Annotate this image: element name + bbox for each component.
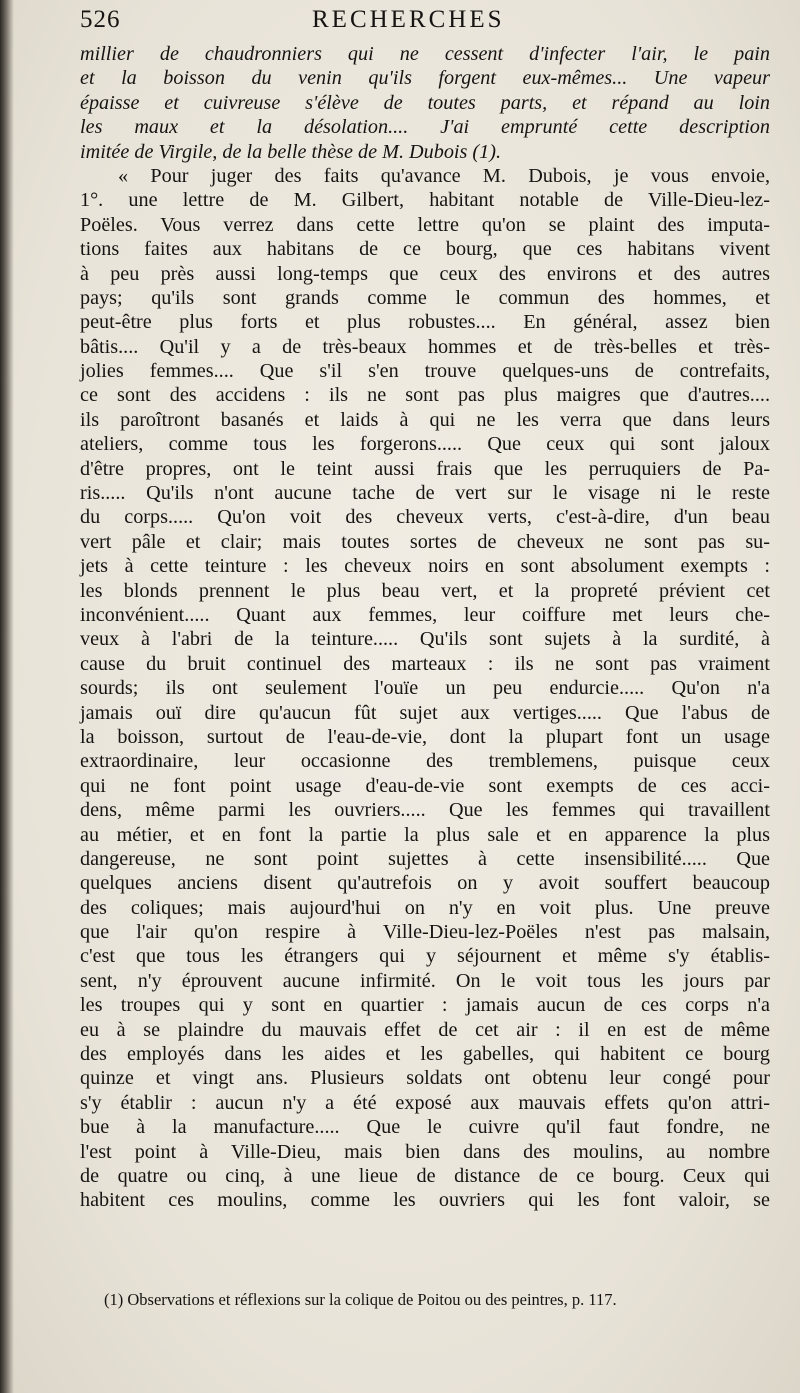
- text-line: à peu près aussi long-temps que ceux des environs et des autres: [80, 262, 770, 285]
- text-line: qui ne font point usage d'eau-de-vie sont exempts de ces acci-: [80, 774, 770, 797]
- text-line: les troupes qui y sont en quartier : jamais aucun de ces corps n'a: [80, 994, 770, 1017]
- text-line: habitent ces moulins, comme les ouvriers qui les font valoir, se: [80, 1189, 770, 1212]
- text-line: veux à l'abri de la teinture..... Qu'ils sont sujets à la surdité, à: [80, 628, 770, 651]
- text-line: ris..... Qu'ils n'ont aucune tache de vert sur le visage ni le reste: [80, 482, 770, 505]
- running-head: RECHERCHES: [312, 6, 505, 33]
- body-text: [80, 42, 770, 1213]
- text-line: « Pour juger des faits qu'avance M. Dubois, je vous envoie,: [118, 164, 770, 187]
- text-line: quelques anciens disent qu'autrefois on y avoit souffert beaucoup: [80, 872, 770, 895]
- text-line: des coliques; mais aujourd'hui on n'y en voit plus. Une preuve: [80, 896, 770, 919]
- text-line: des employés dans les aides et les gabelles, qui habitent ce bourg: [80, 1043, 770, 1066]
- text-line: extraordinaire, leur occasionne des tremblemens, puisque ceux: [80, 750, 770, 773]
- text-line: que l'air qu'on respire à Ville-Dieu-lez-Poëles n'est pas malsain,: [80, 921, 770, 944]
- text-line: inconvénient..... Quant aux femmes, leur coiffure met leurs che-: [80, 603, 770, 626]
- text-line: les maux et la désolation.... J'ai emprunté cette description: [80, 116, 770, 139]
- text-line: dangereuse, ne sont point sujettes à cette insensibilité..... Que: [80, 847, 770, 870]
- text-line: du corps..... Qu'on voit des cheveux verts, c'est-à-dire, d'un beau: [80, 506, 770, 529]
- text-line: bâtis.... Qu'il y a de très-beaux hommes et de très-belles et très-: [80, 335, 770, 358]
- text-line: ils paroîtront basanés et laids à qui ne les verra que dans leurs: [80, 408, 770, 431]
- text-line: ce sont des accidens : ils ne sont pas plus maigres que d'autres....: [80, 384, 770, 407]
- text-line: et la boisson du venin qu'ils forgent eux-mêmes... Une vapeur: [80, 67, 770, 90]
- text-line: sourds; ils ont seulement l'ouïe un peu endurcie..... Qu'on n'a: [80, 677, 770, 700]
- text-line: dens, même parmi les ouvriers..... Que les femmes qui travaillent: [80, 799, 770, 822]
- text-line: jamais ouï dire qu'aucun fût sujet aux vertiges..... Que l'abus de: [80, 701, 770, 724]
- text-line: jets à cette teinture : les cheveux noirs en sont absolument exempts :: [80, 555, 770, 578]
- text-line: eu à se plaindre du mauvais effet de cet air : il en est de même: [80, 1018, 770, 1041]
- text-line: quinze et vingt ans. Plusieurs soldats ont obtenu leur congé pour: [80, 1067, 770, 1090]
- text-line: c'est que tous les étrangers qui y séjournent et même s'y établis-: [80, 945, 770, 968]
- page-number: 526: [80, 6, 121, 33]
- text-line: bue à la manufacture..... Que le cuivre qu'il faut fondre, ne: [80, 1116, 770, 1139]
- text-line: sent, n'y éprouvent aucune infirmité. On le voit tous les jours par: [80, 969, 770, 992]
- text-line: Poëles. Vous verrez dans cette lettre qu'on se plaint des imputa-: [80, 213, 770, 236]
- text-line: tions faites aux habitans de ce bourg, que ces habitans vivent: [80, 238, 770, 261]
- page-edge-shadow: [0, 0, 14, 1393]
- text-line: peut-être plus forts et plus robustes.... En général, assez bien: [80, 311, 770, 334]
- text-line: les blonds prennent le plus beau vert, et la propreté prévient cet: [80, 579, 770, 602]
- text-line: jolies femmes.... Que s'il s'en trouve quelques-uns de contrefaits,: [80, 360, 770, 383]
- text-line: 1°. une lettre de M. Gilbert, habitant notable de Ville-Dieu-lez-: [80, 189, 770, 212]
- text-line: la boisson, surtout de l'eau-de-vie, dont la plupart font un usage: [80, 725, 770, 748]
- text-line: l'est point à Ville-Dieu, mais bien dans des moulins, au nombre: [80, 1140, 770, 1163]
- text-line: de quatre ou cinq, à une lieue de distance de ce bourg. Ceux qui: [80, 1164, 770, 1187]
- text-line: ateliers, comme tous les forgerons..... Que ceux qui sont jaloux: [80, 433, 770, 456]
- text-line: vert pâle et clair; mais toutes sortes de cheveux ne sont pas su-: [80, 530, 770, 553]
- text-line: millier de chaudronniers qui ne cessent d'infecter l'air, le pain: [80, 43, 770, 65]
- footnote: (1) Observations et réflexions sur la colique de Poitou ou des peintres, p. 117.: [104, 1290, 617, 1309]
- text-line: cause du bruit continuel des marteaux : ils ne sont pas vraiment: [80, 652, 770, 675]
- text-line: s'y établir : aucun n'y a été exposé aux mauvais effets qu'on attri-: [80, 1091, 770, 1114]
- text-line: d'être propres, ont le teint aussi frais que les perruquiers de Pa-: [80, 457, 770, 480]
- text-line: au métier, et en font la partie la plus sale et en apparence la plus: [80, 823, 770, 846]
- page-header: [80, 6, 770, 40]
- text-line: pays; qu'ils sont grands comme le commun des hommes, et: [80, 286, 770, 309]
- text-line: épaisse et cuivreuse s'élève de toutes parts, et répand au loin: [80, 91, 770, 114]
- text-line: imitée de Virgile, de la belle thèse de M. Dubois (1).: [80, 140, 502, 163]
